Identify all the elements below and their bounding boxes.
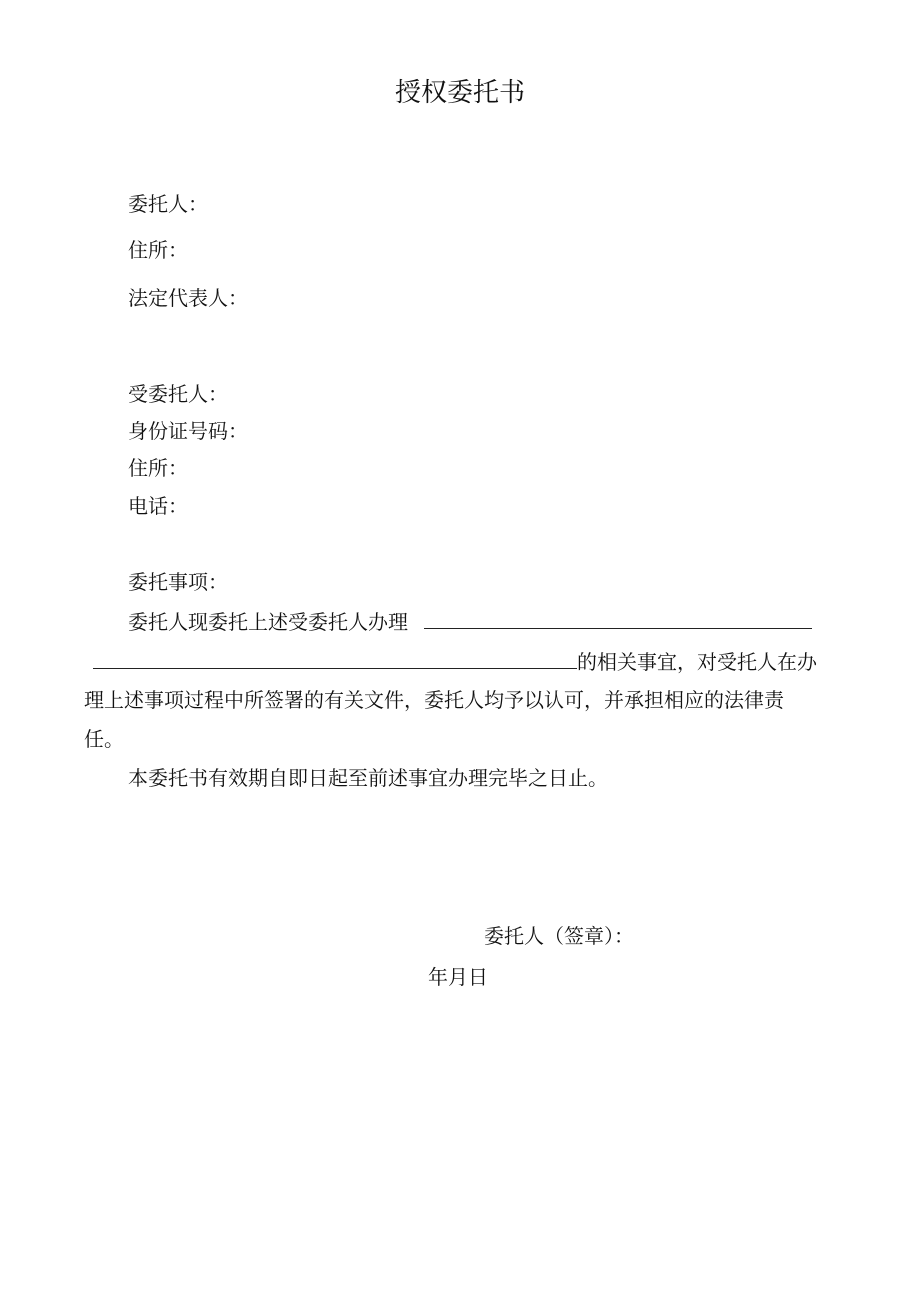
matters-line-1-text: 委托人现委托上述受委托人办理	[128, 610, 408, 634]
matter-blank-1	[424, 608, 812, 629]
validity-statement: 本委托书有效期自即日起至前述事宜办理完毕之日止。	[128, 766, 608, 790]
date-label: 年月日	[428, 965, 488, 989]
matters-heading: 委托事项：	[128, 570, 228, 594]
principal-legal-rep-label: 法定代表人：	[128, 286, 248, 310]
matters-line-2-suffix: 的相关事宜，对受托人在办	[577, 650, 817, 674]
matters-line-3: 理上述事项过程中所签署的有关文件，委托人均予以认可，并承担相应的法律责	[84, 688, 784, 712]
agent-phone-label: 电话：	[128, 494, 188, 518]
agent-name-label: 受委托人：	[128, 382, 228, 406]
agent-id-label: 身份证号码：	[128, 419, 248, 443]
matters-line-1	[128, 608, 812, 636]
matters-line-4: 任。	[84, 727, 124, 751]
signature-label: 委托人（签章）：	[484, 924, 634, 948]
principal-name-label: 委托人：	[128, 192, 208, 216]
matters-line-2	[93, 648, 817, 676]
matter-blank-2	[93, 648, 577, 669]
principal-address-label: 住所：	[128, 238, 188, 262]
agent-address-label: 住所：	[128, 456, 188, 480]
document-title: 授权委托书	[394, 78, 525, 108]
